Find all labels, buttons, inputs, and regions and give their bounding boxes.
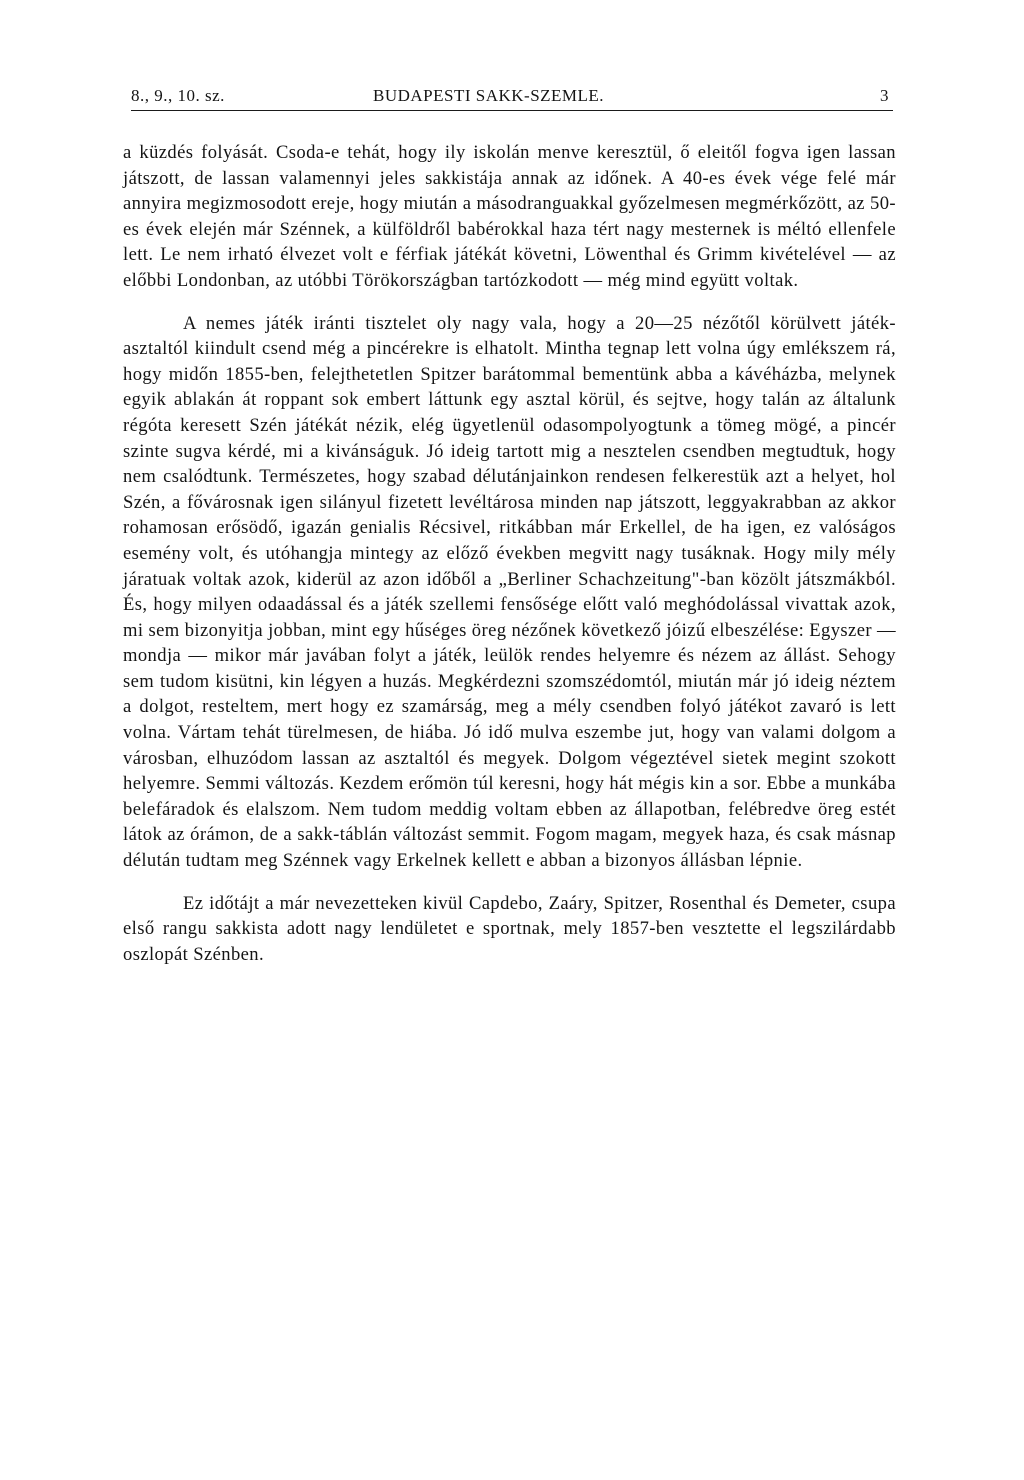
running-header [131, 84, 893, 111]
page-number: 3 [880, 86, 889, 105]
paragraph-1: a küzdés folyását. Csoda-e tehát, hogy ily iskolán menve keresztül, ő eleitől fogva igen lassan játszott, de lassan valamennyi jeles sakkistája annak az időnek. A 40-es évek vége felé már annyira megizmosodott ereje, hogy miután a másodranguakkal győzelmesen megmérkőzött, az 50-es évek elején már Szénnek, a külföldről babérokkal haza tért nagy mesternek is méltó ellenfele lett. Le nem irható élvezet volt e férfiak játékát követni, Löwenthal és Grimm kivételével — az előbbi Londonban, az utóbbi Törökországban tartózkodott — még mind együtt voltak. [123, 142, 896, 291]
issue-number: 8., 9., 10. sz. [131, 86, 225, 105]
paragraph-3: Ez időtájt a már nevezetteken kivül Capdebo, Zaáry, Spitzer, Rosenthal és Demeter, csupa első rangu sakkista adott nagy lendületet e sportnak, mely 1857-ben vesztette el legszilárdabb oszlopát Szénben. [123, 892, 896, 965]
paragraph-2: A nemes játék iránti tisztelet oly nagy vala, hogy a 20—25 nézőtől körülvett játék-asztaltól kiindult csend még a pincérekre is elhatolt. Mintha tegnap lett volna úgy emlékszem rá, hogy midőn 1855-ben, felejthetetlen Spitzer barátommal bementünk abba a kávéházba, melynek egyik ablakán át roppant sok embert láttunk egy asztal körül, és sejtve, hogy talán az általunk régóta keresett Szén játékát nézik, elég ügyetlenül odasompolyogtunk a tömeg mögé, a pincér szinte sugva kérdé, mi a kivánságuk. Jó ideig tartott mig a nesztelen csendben megtudtuk, hogy nem csalódtunk. Természetes, hogy szabad délutánjainkon rendesen felkerestük azt a helyet, hol Szén, a fővárosnak igen silányul fizetett levéltárosa minden nap játszott, leggyakrabban az akkor rohamosan erősödő, igazán genialis Récsivel, ritkábban már Erkellel, de ha igen, ez valóságos esemény volt, és utóhangja mintegy az előző években megvitt nagy tusáknak. Hogy mily mély járatuak voltak azok, kiderül az azon időből a „Berliner Schachzeitung"-ban közölt játszmákból. És, hogy milyen odaadással és a játék szellemi fensősége előtt való meghódolással vivattak azok, mi sem bizonyitja jobban, mint egy hűséges öreg nézőnek következő jóizű elbeszélése: Egyszer — mondja — mikor már javában folyt a játék, leülök rendes helyemre és nézem az állást. Sehogy sem tudom kisütni, kin légyen a huzás. Megkérdezni szomszédomtól, miután már jó ideig néztem a dolgot, resteltem, mert hogy ez szamárság, meg a mély csendben folyó játékot zavaró is lett volna. Vártam tehát türelmesen, de hiába. Jó idő mulva eszembe jut, hogy van valami dolgom a városban, elhuzódom lassan az asztaltól és megyek. Dolgom végeztével sietek megint szokott helyemre. Semmi változás. Kezdem erőmön túl keresni, hogy hát mégis kin a sor. Ebbe a munkába belefáradok és elalszom. Nem tudom meddig voltam ebben az állapotban, felébredve öreg estét látok az órámon, de a sakk-táblán változást semmit. Fogom magam, megyek haza, és csak másnap délután tudtam meg Szénnek vagy Erkelnek kellett e abban a bizonyos állásban lépnie. [123, 312, 897, 872]
article-body [123, 140, 896, 967]
journal-title: BUDAPESTI SAKK-SZEMLE. [373, 86, 605, 105]
